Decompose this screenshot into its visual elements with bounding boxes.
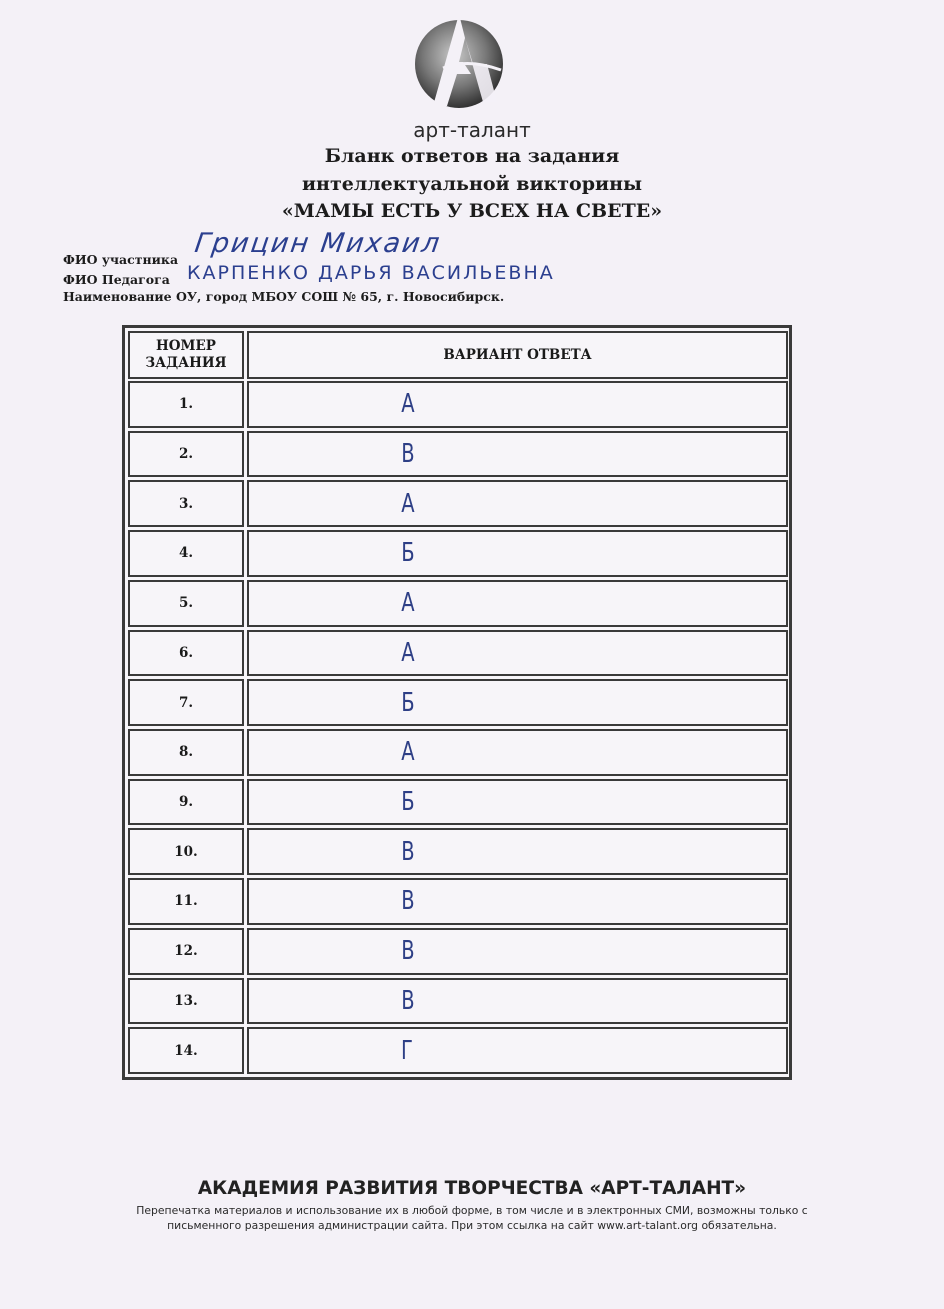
answer-cell — [247, 580, 788, 627]
footer-note-line2: письменного разрешения администрации сайта. При этом ссылка на сайт www.art-talant.org обязательна. — [167, 1219, 777, 1232]
task-number-cell: 5. — [128, 580, 244, 627]
task-number-cell: 7. — [128, 679, 244, 726]
answer-cell — [247, 431, 788, 478]
task-number-cell: 9. — [128, 779, 244, 826]
brand-name: арт-талант — [413, 118, 531, 142]
art-talant-logo — [413, 8, 505, 120]
answer-cell — [247, 381, 788, 428]
answer-table — [122, 325, 792, 1080]
task-number-cell: 10. — [128, 828, 244, 875]
footer-note-line1: Перепечатка материалов и использование их в любой форме, в том числе и в электронных СМИ, возможны только с — [136, 1204, 808, 1217]
task-number-cell: 3. — [128, 480, 244, 527]
handwritten-answer: В — [401, 439, 415, 470]
task-number-cell: 8. — [128, 729, 244, 776]
handwritten-answer: А — [401, 737, 415, 768]
handwritten-answer: В — [401, 836, 415, 867]
handwritten-answer: А — [401, 389, 415, 420]
handwritten-answer: А — [401, 588, 415, 619]
handwritten-answer: Г — [400, 1035, 413, 1066]
answer-cell — [247, 530, 788, 577]
header-task-number — [128, 331, 244, 379]
handwritten-answer: В — [401, 985, 415, 1016]
task-number-cell: 4. — [128, 530, 244, 577]
answer-cell — [247, 828, 788, 875]
answer-cell — [247, 928, 788, 975]
school-value: МБОУ СОШ № 65, г. Новосибирск. — [251, 289, 505, 304]
answer-cell — [247, 729, 788, 776]
handwritten-answer: А — [401, 488, 415, 519]
handwritten-answer: Б — [401, 787, 415, 818]
task-number-cell: 12. — [128, 928, 244, 975]
form-title-line-2: интеллектуальной викторины — [301, 173, 643, 195]
footer-title: АКАДЕМИЯ РАЗВИТИЯ ТВОРЧЕСТВА «АРТ-ТАЛАНТ» — [197, 1178, 747, 1199]
answer-cell — [247, 978, 788, 1025]
participant-name: Грицин Михаил — [192, 228, 444, 259]
answer-cell — [247, 779, 788, 826]
handwritten-answer: В — [401, 936, 415, 967]
participant-label: ФИО участника — [63, 252, 179, 267]
handwritten-answer: Б — [401, 687, 415, 718]
header-answer-variant: ВАРИАНТ ОТВЕТА — [247, 331, 788, 379]
teacher-name: КАРПЕНКО ДАРЬЯ ВАСИЛЬЕВНА — [187, 262, 555, 284]
task-number-cell: 11. — [128, 878, 244, 925]
task-number-cell: 2. — [128, 431, 244, 478]
school-label: Наименование ОУ, город — [63, 289, 248, 304]
footer-copyright-note — [80, 1203, 864, 1233]
handwritten-answer: А — [401, 637, 415, 668]
answer-cell — [247, 679, 788, 726]
handwritten-answer: Б — [401, 538, 415, 569]
answer-cell — [247, 480, 788, 527]
task-number-cell: 1. — [128, 381, 244, 428]
form-title-line-3: «МАМЫ ЕСТЬ У ВСЕХ НА СВЕТЕ» — [281, 200, 663, 222]
answer-cell — [247, 878, 788, 925]
answer-cell — [247, 1027, 788, 1074]
task-number-cell: 13. — [128, 978, 244, 1025]
teacher-label: ФИО Педагога — [63, 272, 170, 287]
form-title-line-1: Бланк ответов на задания — [324, 145, 620, 167]
school-field — [63, 289, 504, 304]
header-task-number-line1: НОМЕР — [156, 338, 216, 354]
task-number-cell: 14. — [128, 1027, 244, 1074]
task-number-cell: 6. — [128, 630, 244, 677]
header-task-number-line2: ЗАДАНИЯ — [145, 355, 227, 371]
handwritten-answer: В — [401, 886, 415, 917]
answer-cell — [247, 630, 788, 677]
